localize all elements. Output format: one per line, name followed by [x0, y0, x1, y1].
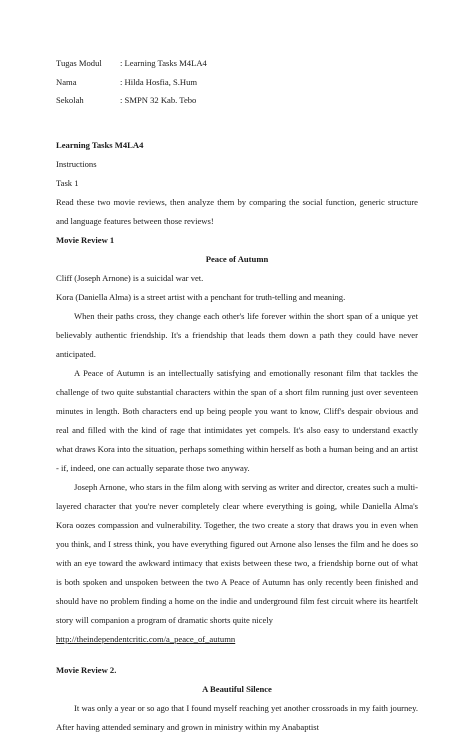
- review1-line: Kora (Daniella Alma) is a street artist with a penchant for truth-telling and meaning.: [56, 292, 346, 302]
- meta-key: Tugas Modul: [56, 58, 102, 69]
- review1-source-link[interactable]: http://theindependentcritic.com/a_peace_of_autumn: [56, 634, 236, 644]
- review2-paragraph: It was only a year or so ago that I found myself reaching yet another crossroads in my faith journey. After having attended seminary and grown in ministry within my Anabaptist: [56, 703, 418, 732]
- instructions-label: Instructions: [56, 159, 97, 169]
- meta-value: : Learning Tasks M4LA4: [120, 58, 207, 69]
- review1-title: Peace of Autumn: [205, 254, 269, 264]
- spacer: [56, 649, 418, 661]
- review1-paragraph: Joseph Arnone, who stars in the film along with serving as writer and director, creates such a multi-layered character that you're never completely clear where everything is going, while Daniella Alma's Kora oozes compassion and vulnerability. Together, the two create a story that draws you in even when you think, and I stress think, you have everything figured out Arnone also lenses the film and he does so with an eye toward the awkward intimacy that exists between these two, a friendship borne out of what is both spoken and unspoken between the two A Peace of Autumn has only recently been finished and should have no problem finding a home on the indie and underground film fest circuit where its heartfelt story will companion a program of dramatic shorts quite nicely: [56, 482, 418, 625]
- meta-value: : SMPN 32 Kab. Tebo: [120, 95, 197, 106]
- review1-paragraph: When their paths cross, they change each other's life forever within the short span of a unique yet believably authentic friendship. It's a friendship that leads them down a path they could have never anticipated.: [56, 311, 418, 359]
- task-label: Task 1: [56, 178, 79, 188]
- meta-value: : Hilda Hosfia, S.Hum: [120, 76, 198, 87]
- review2-title: A Beautiful Silence: [202, 684, 272, 694]
- review1-paragraph: A Peace of Autumn is an intellectually satisfying and emotionally resonant film that tackles the challenge of two quite substantial characters within the span of a short film running just over seventeen minutes in length. Both characters end up being people you want to know, Cliff's despair obvious and real and filled with the kind of rage that intimidates yet compels. It's also easy to understand exactly what draws Kora into the situation, perhaps something within herself as both a human being and an artist - if, indeed, one can actually separate those two anyway.: [56, 368, 418, 473]
- review2-label: Movie Review 2.: [56, 665, 117, 675]
- module-info: [56, 54, 207, 110]
- meta-row: [56, 91, 207, 110]
- meta-row: [56, 73, 207, 92]
- task-text: Read these two movie reviews, then analyze them by comparing the social function, generic structure and language features between those reviews!: [56, 197, 418, 226]
- review1-line: Cliff (Joseph Arnone) is a suicidal war vet.: [56, 273, 204, 283]
- review1-label: Movie Review 1: [56, 235, 115, 245]
- meta-key: Sekolah: [56, 95, 84, 106]
- meta-key: Nama: [56, 76, 77, 87]
- meta-row: [56, 54, 207, 73]
- document-body: [56, 136, 418, 737]
- document-heading: Learning Tasks M4LA4: [56, 140, 144, 150]
